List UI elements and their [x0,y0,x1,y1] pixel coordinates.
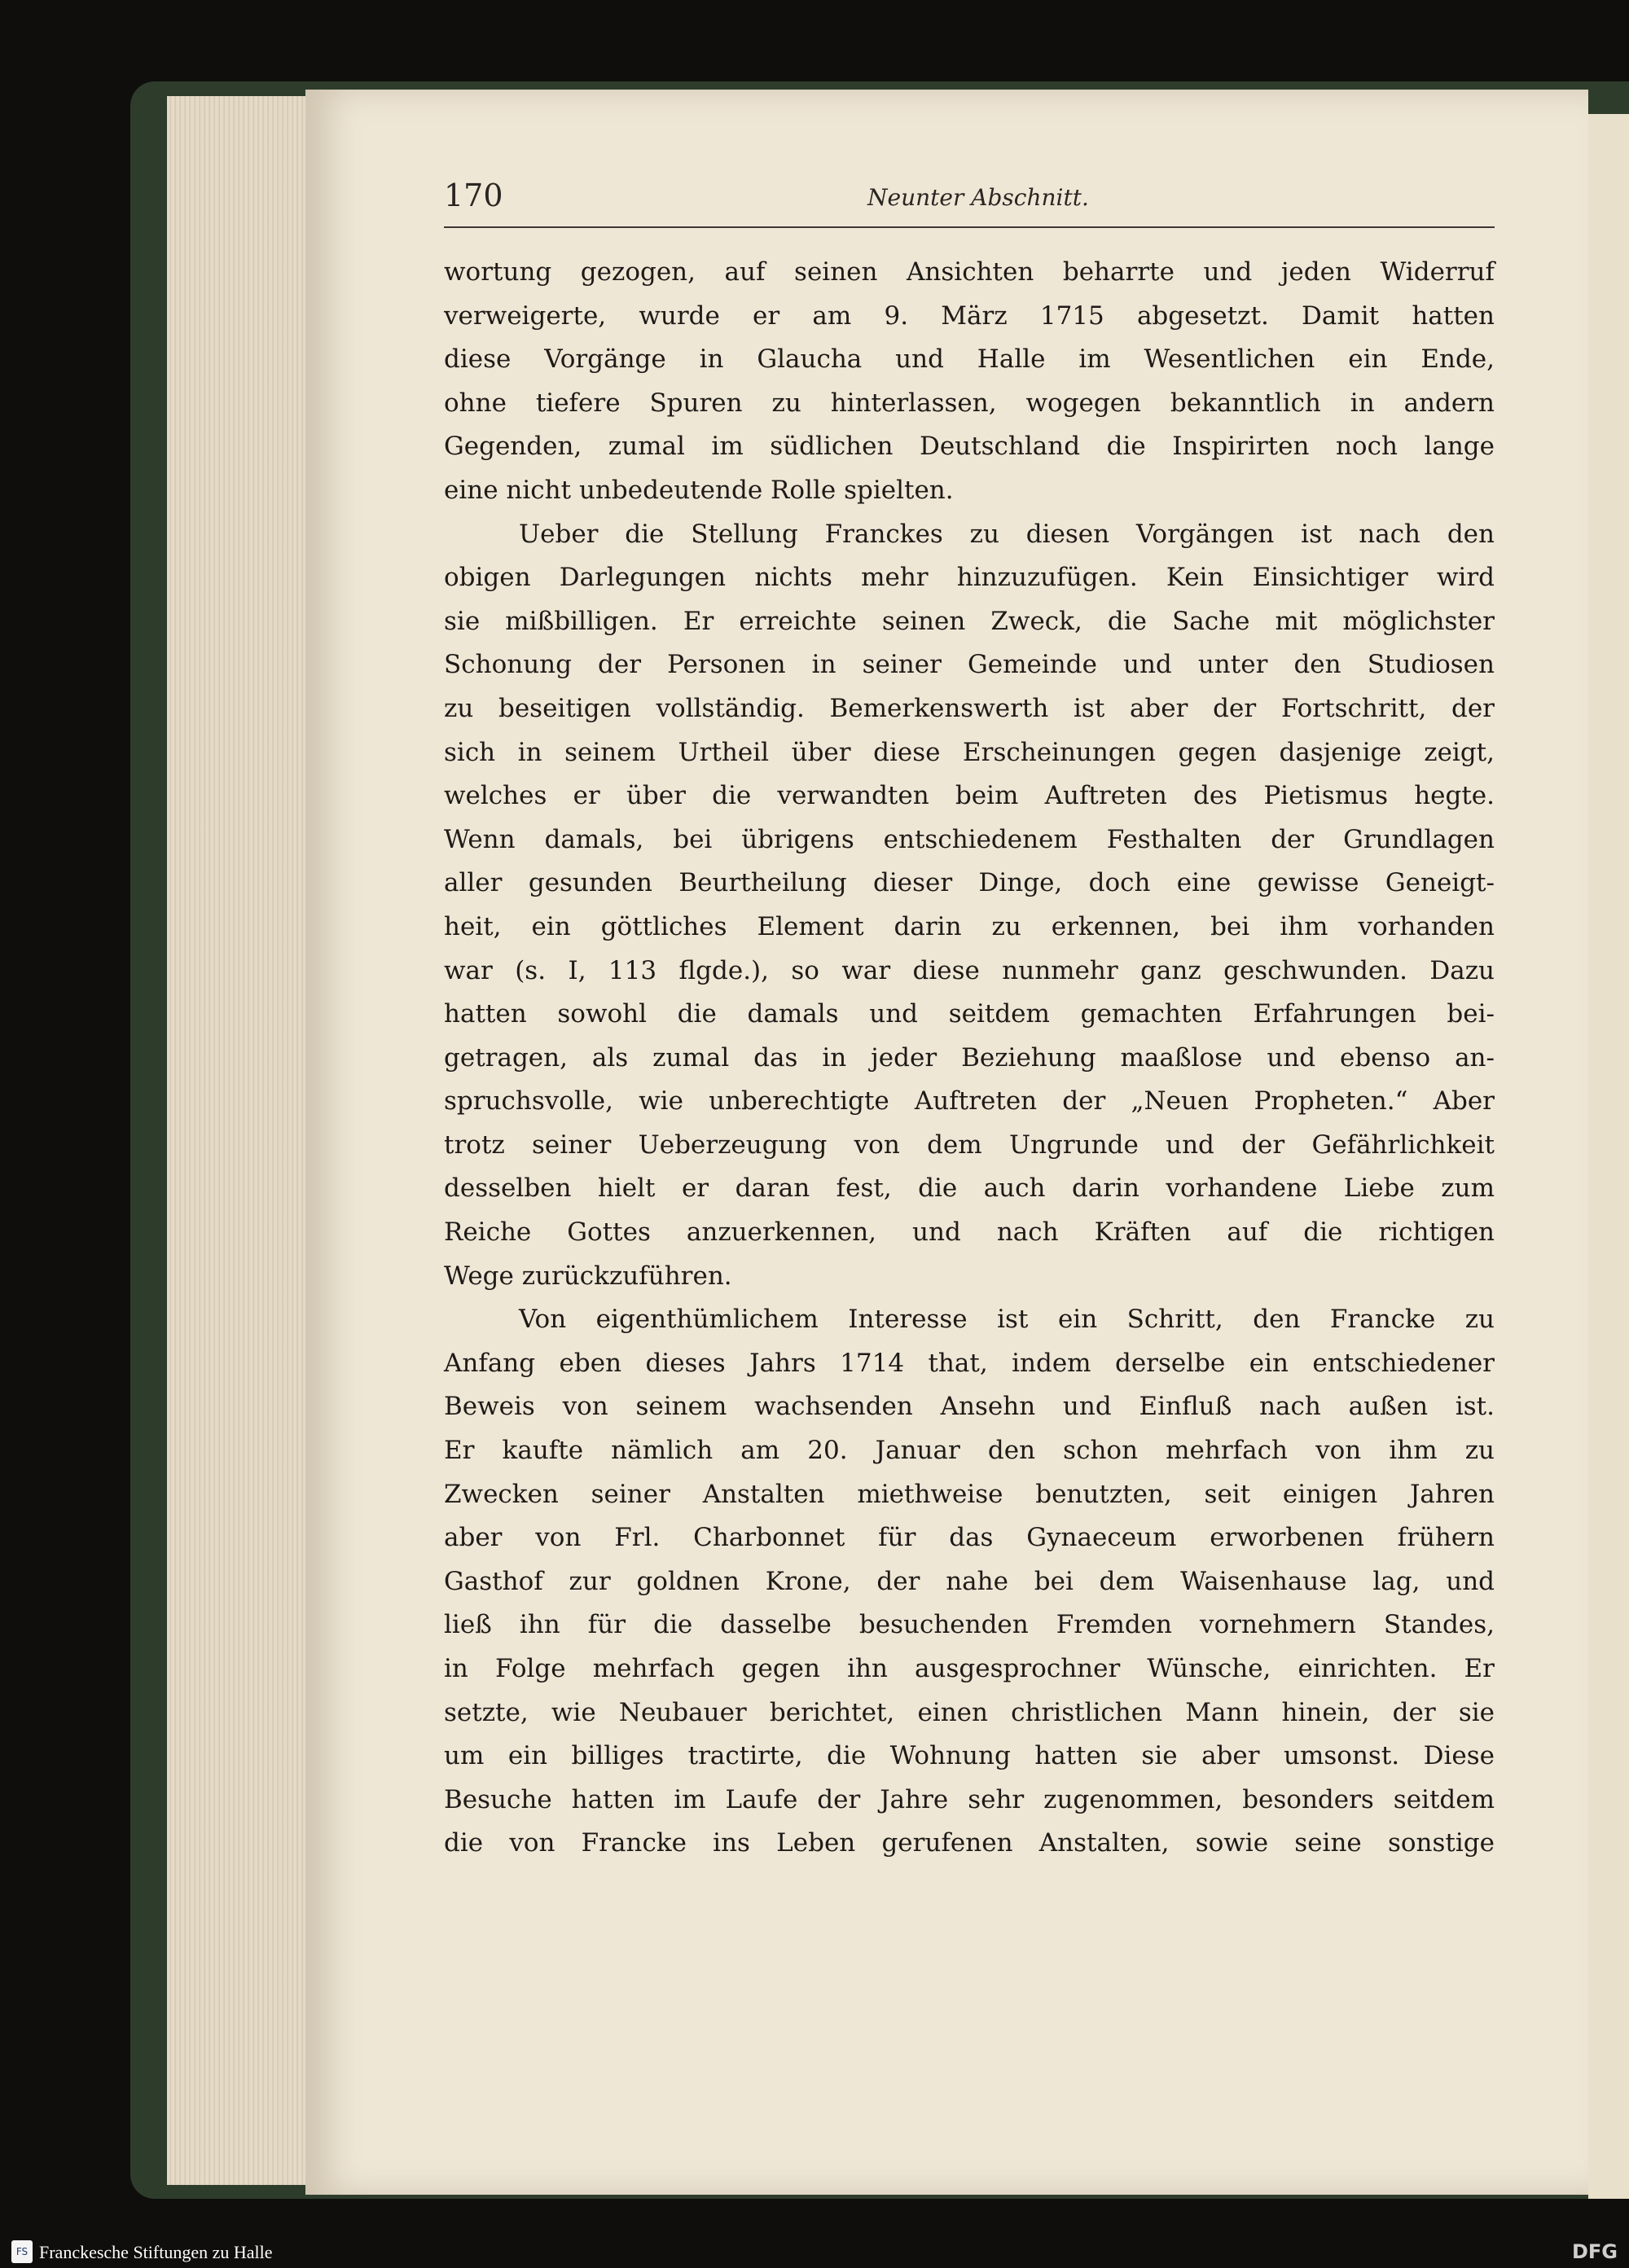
text-line: desselben hielt er daran fest, die auch darin vorhandene Liebe zum [444,1173,1495,1204]
text-line: Gegenden, zumal im südlichen Deutschland die Inspirirten noch lange [444,432,1495,462]
text-line: Er kaufte nämlich am 20. Januar den schon mehrfach von ihm zu [444,1436,1495,1466]
text-line: Beweis von seinem wachsenden Ansehn und Einfluß nach außen ist. [444,1392,1495,1422]
text-line: Schonung der Personen in seiner Gemeinde und unter den Studiosen [444,650,1495,680]
text-line: obigen Darlegungen nichts mehr hinzuzufügen. Kein Einsichtiger wird [444,563,1495,593]
text-line: war (s. I, 113 flgde.), so war diese nunmehr ganz geschwunden. Dazu [444,955,1495,985]
dfg-logo: DFG [1571,2240,1618,2263]
text-line: hatten sowohl die damals und seitdem gemachten Erfahrungen bei- [444,999,1495,1029]
text-line: ohne tiefere Spuren zu hinterlassen, wogegen bekanntlich in andern [444,388,1495,418]
chapter-title: Neunter Abschnitt. [867,184,1089,211]
text-line: trotz seiner Ueberzeugung von dem Ungrunde und der Gefährlichkeit [444,1130,1495,1160]
body-text [444,251,1495,1866]
text-line: Reiche Gottes anzuerkennen, und nach Kräften auf die richtigen [444,1217,1495,1248]
text-line: wortung gezogen, auf seinen Ansichten beharrte und jeden Widerruf [444,257,1495,287]
text-line: Zwecken seiner Anstalten miethweise benutzten, seit einigen Jahren [444,1479,1495,1509]
text-line: verweigerte, wurde er am 9. März 1715 abgesetzt. Damit hatten [444,300,1495,331]
facing-page-edge [1588,114,1629,2199]
text-line: um ein billiges tractirte, die Wohnung hatten sie aber umsonst. Diese [444,1741,1495,1771]
running-head [444,178,1495,228]
text-line: aller gesunden Beurtheilung dieser Dinge, doch eine gewisse Geneigt- [444,868,1495,898]
text-line: Wenn damals, bei übrigens entschiedenem Festhalten der Grundlagen [444,824,1495,854]
viewer-footer [0,2235,1629,2268]
text-line: die von Francke ins Leben gerufenen Anstalten, sowie seine sonstige [444,1828,1495,1858]
institution-logo-icon: FS [11,2240,33,2263]
text-line: Ueber die Stellung Franckes zu diesen Vorgängen ist nach den [519,519,1495,549]
text-line: heit, ein göttliches Element darin zu erkennen, bei ihm vorhanden [444,911,1495,941]
book-page [305,90,1588,2195]
page-number: 170 [444,178,503,213]
text-line: diese Vorgänge in Glaucha und Halle im Wesentlichen ein Ende, [444,344,1495,375]
text-line: welches er über die verwandten beim Auftreten des Pietismus hegte. [444,781,1495,811]
text-line: zu beseitigen vollständig. Bemerkenswerth ist aber der Fortschritt, der [444,693,1495,723]
text-line: sich in seinem Urtheil über diese Erscheinungen gegen dasjenige zeigt, [444,737,1495,767]
text-line: Gasthof zur goldnen Krone, der nahe bei dem Waisenhause lag, und [444,1566,1495,1596]
text-line: setzte, wie Neubauer berichtet, einen christlichen Mann hinein, der sie [444,1697,1495,1727]
text-line: eine nicht unbedeutende Rolle spielten. [444,475,954,505]
text-line: ließ ihn für die dasselbe besuchenden Fremden vornehmern Standes, [444,1610,1495,1640]
page-edges [167,96,318,2185]
text-line: getragen, als zumal das in jeder Beziehung maaßlose und ebenso an- [444,1042,1495,1073]
text-line: Anfang eben dieses Jahrs 1714 that, indem derselbe ein entschiedener [444,1348,1495,1378]
institution-name: Franckesche Stiftungen zu Halle [39,2242,273,2262]
text-line: spruchsvolle, wie unberechtigte Auftreten der „Neuen Propheten.“ Aber [444,1086,1495,1116]
text-line: Wege zurückzuführen. [444,1261,732,1291]
text-line: aber von Frl. Charbonnet für das Gynaeceum erworbenen frühern [444,1523,1495,1553]
text-line: Von eigenthümlichem Interesse ist ein Schritt, den Francke zu [519,1305,1495,1335]
text-line: sie mißbilligen. Er erreichte seinen Zweck, die Sache mit möglichster [444,606,1495,636]
text-line: Besuche hatten im Laufe der Jahre sehr zugenommen, besonders seitdem [444,1784,1495,1814]
text-line: in Folge mehrfach gegen ihn ausgesprochner Wünsche, einrichten. Er [444,1654,1495,1683]
